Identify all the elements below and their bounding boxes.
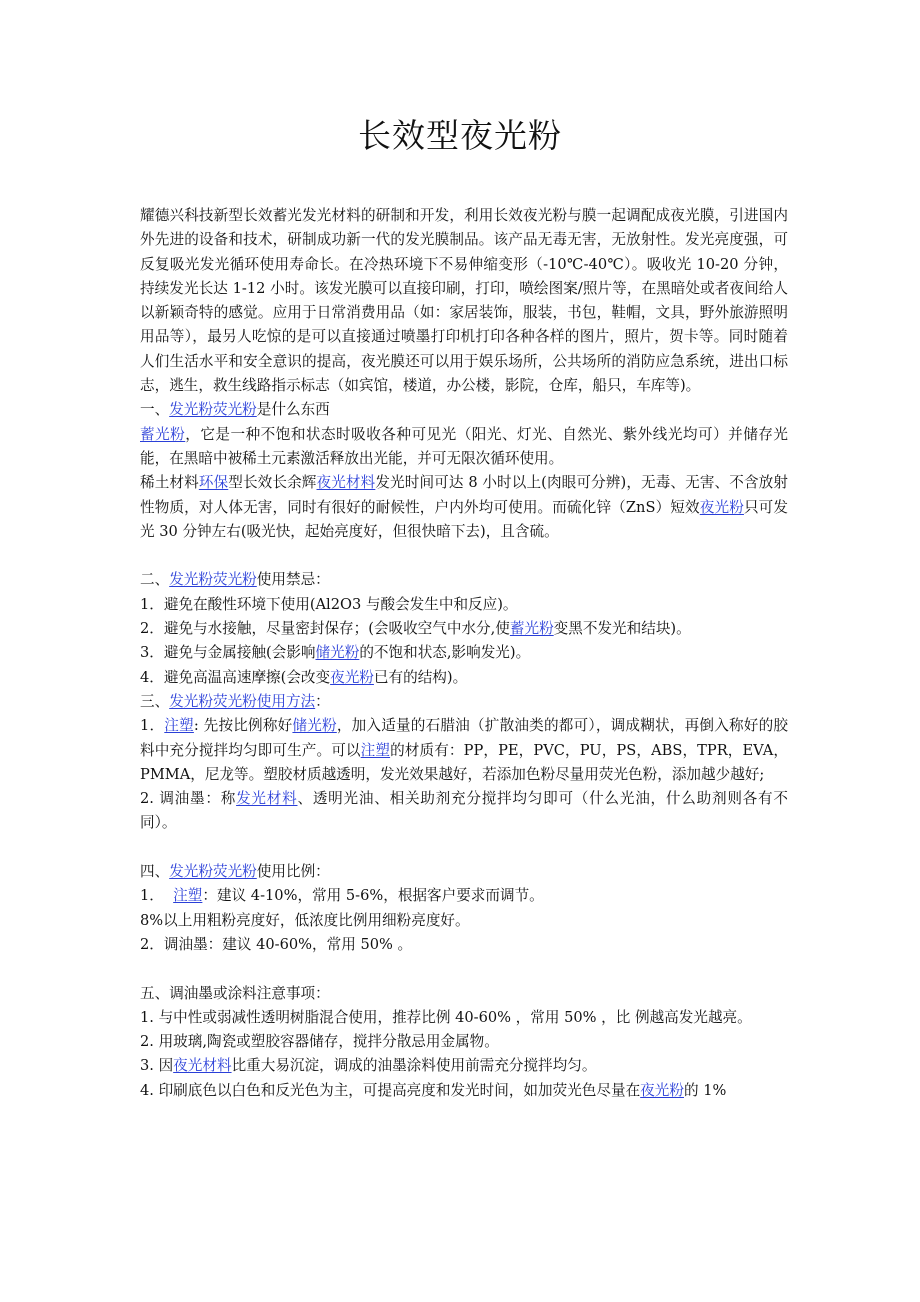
spacer (140, 836, 788, 860)
link-injection-molding[interactable]: 注塑 (164, 717, 194, 735)
link-fluorescent-powder[interactable]: 发光粉荧光粉 (169, 863, 257, 881)
section-3-item-1: 1．注塑: 先按比例称好储光粉，加入适量的石腊油（扩散油类的都可），调成糊状，再倒入称好的胶料中充分搅拌均匀即可生产。可以注塑的材质有：PP，PE，PVC，PU，PS，ABS，TPR，EVA，PMMA，尼龙等。塑胶材质越透明，发光效果越好，若添加色粉尽量用荧光色粉，添加越少越好; (140, 717, 788, 783)
section-4-note: 8%以上用粗粉亮度好，低浓度比例用细粉亮度好。 (140, 911, 470, 929)
link-glow-powder[interactable]: 夜光粉 (330, 668, 374, 686)
link-luminous-material[interactable]: 夜光材料 (316, 474, 376, 492)
link-glow-powder[interactable]: 夜光粉 (640, 1081, 684, 1099)
link-storage-light-powder[interactable]: 储光粉 (292, 717, 337, 735)
section-5-item-1: 1. 与中性或弱减性透明树脂混合使用，推荐比例 40-60% ，常用 50% ，比 例越高发光越亮。 (140, 1008, 752, 1026)
section-1-paragraph-1: 蓄光粉，它是一种不饱和状态时吸收各种可见光（阳光、灯光、自然光、紫外线光均可）并储存光能，在黑暗中被稀土元素激活释放出光能，并可无限次循环使用。 (140, 425, 788, 467)
document-body (140, 204, 788, 1103)
link-injection-molding[interactable]: 注塑 (360, 741, 391, 759)
section-1-heading: 一、发光粉荧光粉是什么东西 (140, 401, 330, 419)
link-usage-method[interactable]: 发光粉荧光粉使用方法 (169, 692, 316, 710)
section-5-item-4: 4. 印刷底色以白色和反光色为主，可提高亮度和发光时间，如加荧光色尽量在夜光粉的 1% (140, 1081, 727, 1099)
section-2-item-3: 3．避免与金属接触(会影响储光粉的不饱和状态,影响发光)。 (140, 644, 531, 662)
section-3-item-2: 2. 调油墨：称发光材料、透明光油、相关助剂充分搅拌均匀即可（什么光油，什么助剂则各有不同）。 (140, 790, 788, 832)
intro-paragraph: 耀德兴科技新型长效蓄光发光材料的研制和开发，利用长效夜光粉与膜一起调配成夜光膜，引进国内外先进的设备和技术，研制成功新一代的发光膜制品。该产品无毒无害，无放射性。发光亮度强，可反复吸光发光循环使用寿命长。在冷热环境下不易伸缩变形（-10℃-40℃）。吸收光 10-20 分钟，持续发光长达 1-12 小时。该发光膜可以直接印刷，打印，喷绘图案/照片等，在黑暗处或者夜间给人以新颖奇特的感觉。应用于日常消费用品（如：家居装饰，服装，书包，鞋帽，文具，野外旅游照明用品等），最另人吃惊的是可以直接通过喷墨打印机打印各种各样的图片，照片，贺卡等。同时随着人们生活水平和安全意识的提高，夜光膜还可以用于娱乐场所，公共场所的消防应急系统，进出口标志，逃生，救生线路指示标志（如宾馆，楼道，办公楼，影院，仓库，船只，车库等)。 (140, 207, 788, 395)
link-injection-molding[interactable]: 注塑 (173, 887, 203, 905)
section-5-item-3: 3. 因夜光材料比重大易沉淀，调成的油墨涂料使用前需充分搅拌均匀。 (140, 1057, 597, 1075)
link-luminous-material[interactable]: 夜光材料 (173, 1057, 232, 1075)
section-1-paragraph-2: 稀土材料环保型长效长余辉夜光材料发光时间可达 8 小时以上(肉眼可分辨)，无毒、无害、不含放射性物质，对人体无害，同时有很好的耐候性，户内外均可使用。而硫化锌（ZnS）短效夜光粉只可发光 30 分钟左右(吸光快，起始亮度好，但很快暗下去)，且含硫。 (140, 474, 788, 540)
section-4-heading: 四、发光粉荧光粉使用比例： (140, 863, 330, 881)
link-fluorescent-powder[interactable]: 发光粉荧光粉 (169, 571, 257, 589)
link-storage-light-powder[interactable]: 储光粉 (315, 644, 360, 662)
section-5-item-2: 2. 用玻璃,陶瓷或塑胶容器储存，搅拌分散忌用金属物。 (140, 1033, 499, 1051)
section-2-item-2: 2．避免与水接触，尽量密封保存；(会吸收空气中水分,使蓄光粉变黑不发光和结块)。 (140, 620, 691, 638)
section-5-heading: 五、调油墨或涂料注意事项： (140, 984, 330, 1002)
section-2-heading: 二、发光粉荧光粉使用禁忌： (140, 571, 330, 589)
link-eco[interactable]: 环保 (198, 474, 229, 492)
link-storage-powder[interactable]: 蓄光粉 (509, 620, 554, 638)
link-glow-powder[interactable]: 夜光粉 (699, 498, 744, 516)
section-2-item-1: 1．避免在酸性环境下使用(Al2O3 与酸会发生中和反应)。 (140, 595, 518, 613)
spacer (140, 957, 788, 981)
section-2-item-4: 4．避免高温高速摩擦(会改变夜光粉已有的结构)。 (140, 668, 468, 686)
link-luminous-material[interactable]: 发光材料 (236, 790, 298, 808)
document-title: 长效型夜光粉 (358, 116, 562, 155)
section-3-heading: 三、发光粉荧光粉使用方法： (140, 692, 330, 710)
link-fluorescent-powder[interactable]: 发光粉荧光粉 (169, 401, 257, 419)
spacer (140, 544, 788, 568)
section-4-item-2: 2．调油墨：建议 40-60%，常用 50% 。 (140, 935, 413, 953)
link-storage-powder[interactable]: 蓄光粉 (140, 425, 186, 443)
section-4-item-1: 1． 注塑：建议 4-10%，常用 5-6%，根据客户要求而调节。 (140, 887, 544, 905)
